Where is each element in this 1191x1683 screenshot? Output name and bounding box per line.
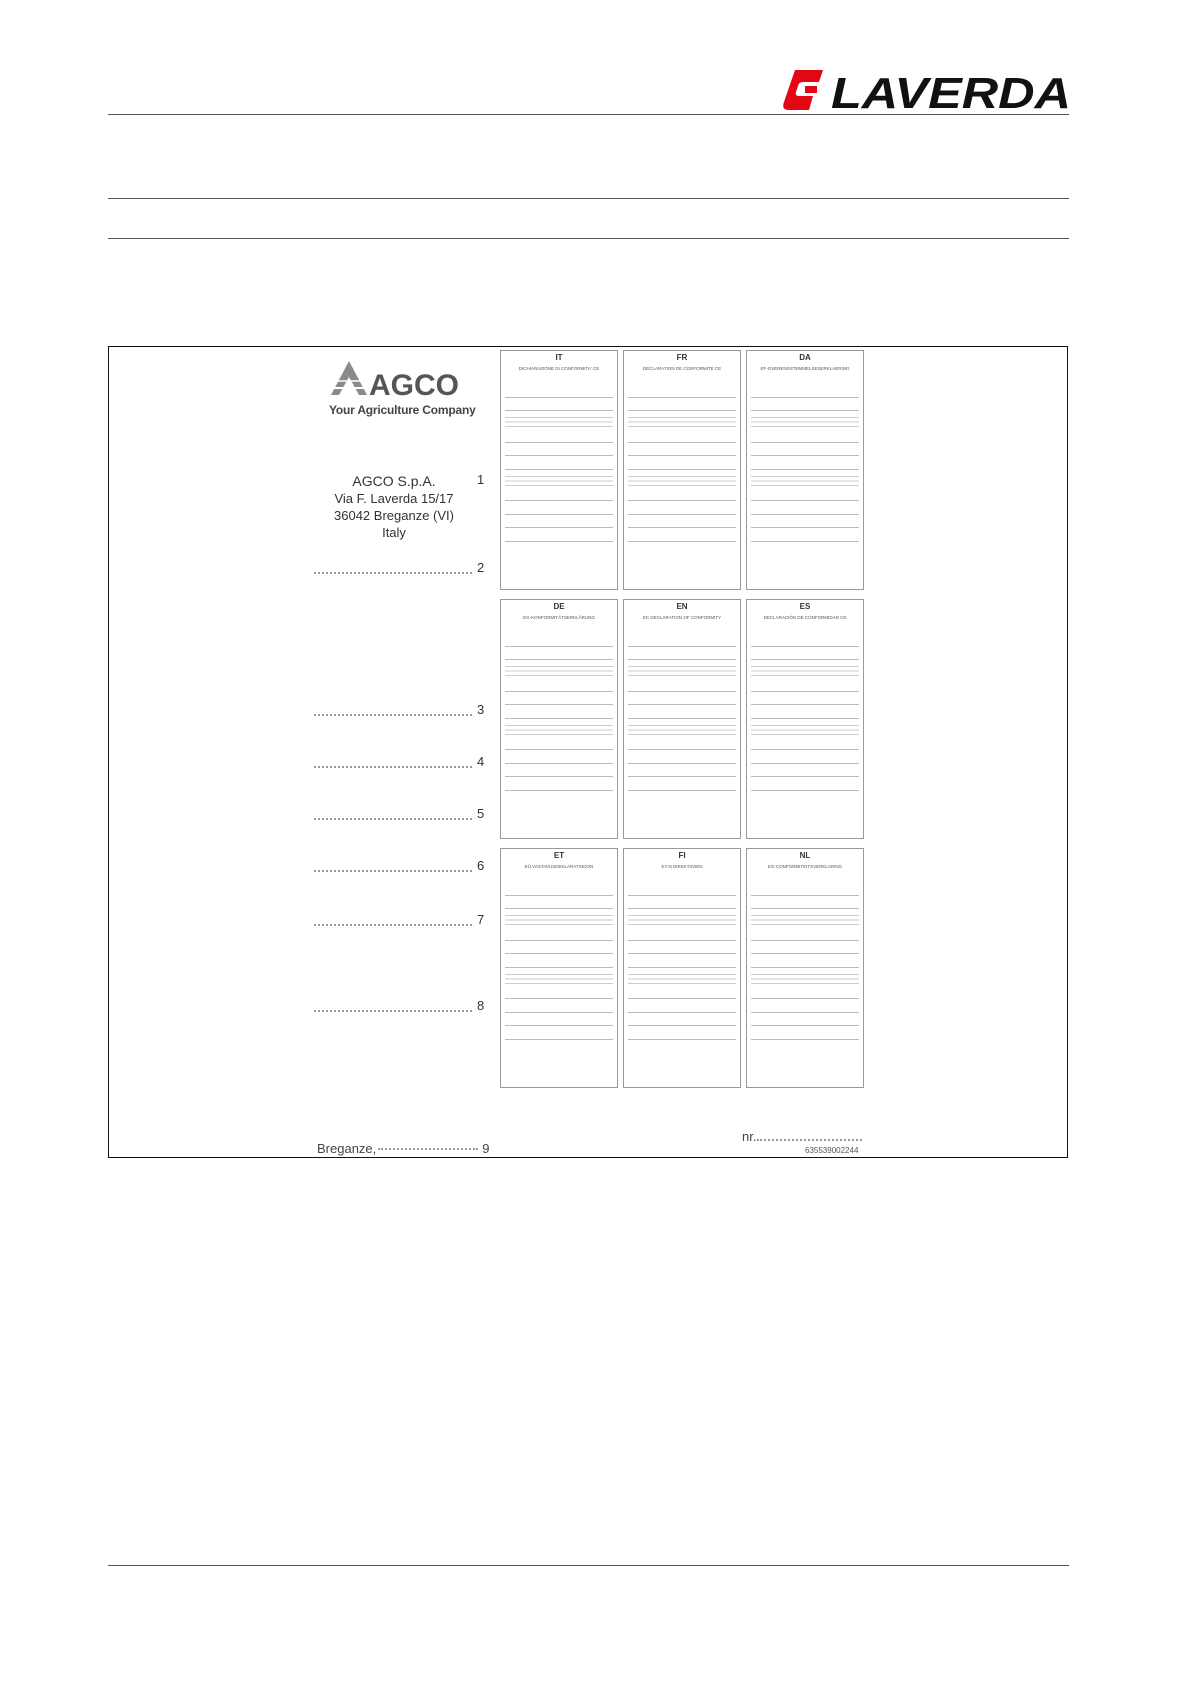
- plate-it: [500, 350, 618, 590]
- marker-6: [314, 858, 485, 877]
- plate-language: FR: [676, 353, 688, 362]
- nr-label: nr.: [742, 1129, 757, 1144]
- document-code: 635539002244: [805, 1146, 859, 1155]
- marker-number: 9: [482, 1141, 490, 1156]
- title-rule-top: [108, 198, 1069, 199]
- marker-number: 8: [477, 998, 485, 1013]
- agco-triangle-icon: [331, 361, 367, 395]
- plate-et: [500, 848, 618, 1088]
- plate-title: EG-KONFORMITÄTSERKLÄRUNG: [523, 615, 595, 620]
- plate-language: NL: [799, 851, 811, 860]
- marker-8: [314, 998, 485, 1017]
- plate-language: ET: [553, 851, 565, 860]
- dotted-line: [314, 572, 472, 574]
- plate-language: IT: [555, 353, 563, 362]
- footer-rule: [108, 1565, 1069, 1566]
- plate-fi: [623, 848, 741, 1088]
- agco-tagline: Your Agriculture Company: [329, 403, 476, 417]
- marker-number: 6: [477, 858, 485, 873]
- plate-da: [746, 350, 864, 590]
- company-name: AGCO S.p.A.: [352, 473, 436, 489]
- agco-logo-block: [329, 355, 489, 417]
- city-line: 36042 Breganze (VI): [334, 508, 454, 523]
- plate-title: EÜ VASTAVUSDEKLARATSIOON: [524, 864, 594, 869]
- declaration-plate-grid: [500, 350, 864, 1088]
- plate-nl: [746, 848, 864, 1088]
- marker-number: 7: [477, 912, 485, 927]
- marker-number: 2: [477, 560, 485, 575]
- dotted-line: [314, 818, 472, 820]
- plate-language: ES: [799, 602, 811, 611]
- plate-title: DICHIARAZIONE DI CONFORMITA' CE: [518, 366, 600, 371]
- dotted-line: [378, 1148, 478, 1150]
- agco-logo: [329, 355, 474, 405]
- marker-number: 4: [477, 754, 485, 769]
- plate-title: EG-CONFORMITEITSVERKLARING: [767, 864, 843, 869]
- figure-frame: [108, 346, 1068, 1158]
- marker-4: [314, 754, 485, 773]
- agco-wordmark: AGCO: [369, 369, 459, 402]
- plate-title: EC DECLARATION OF CONFORMITY: [642, 615, 722, 620]
- street-line: Via F. Laverda 15/17: [334, 491, 454, 506]
- marker-number: 1: [477, 472, 485, 487]
- plate-language: EN: [676, 602, 688, 611]
- plate-en: [623, 599, 741, 839]
- plate-language: FI: [678, 851, 686, 860]
- number-field: [742, 1129, 862, 1144]
- marker-3: [314, 702, 485, 721]
- plate-fr: [623, 350, 741, 590]
- dotted-line: [314, 1010, 472, 1012]
- title-rule-bottom: [108, 238, 1069, 239]
- dotted-line: [314, 870, 472, 872]
- marker-7: [314, 912, 485, 931]
- place-label: Breganze,: [317, 1141, 377, 1156]
- place-field: [317, 1141, 490, 1156]
- plate-title: DECLARACIÓN DE CONFORMIDAD CE: [763, 615, 847, 620]
- plate-es: [746, 599, 864, 839]
- marker-number: 5: [477, 806, 485, 821]
- laverda-logo: [783, 66, 1073, 114]
- plate-language: DA: [799, 353, 811, 362]
- header-rule: [108, 114, 1069, 115]
- plate-de: [500, 599, 618, 839]
- country-line: Italy: [382, 525, 406, 540]
- marker-5: [314, 806, 485, 825]
- plate-title: EF-OVERENSSTEMMELSESERKLAERING: [760, 366, 850, 371]
- laverda-mark-icon: [783, 70, 823, 110]
- dotted-line: [314, 766, 472, 768]
- dotted-line: [314, 924, 472, 926]
- plate-language: DE: [553, 602, 565, 611]
- laverda-wordmark: LAVERDA: [831, 69, 1071, 114]
- dotted-line: [757, 1139, 862, 1141]
- marker-number: 3: [477, 702, 485, 717]
- dotted-line: [314, 714, 472, 716]
- plate-title: DECLARATION DE CONFORMITE CE: [642, 366, 722, 371]
- marker-1: [314, 472, 485, 491]
- marker-2: [314, 560, 485, 579]
- plate-title: EY:N DIREKTIIVIEN: [661, 864, 703, 869]
